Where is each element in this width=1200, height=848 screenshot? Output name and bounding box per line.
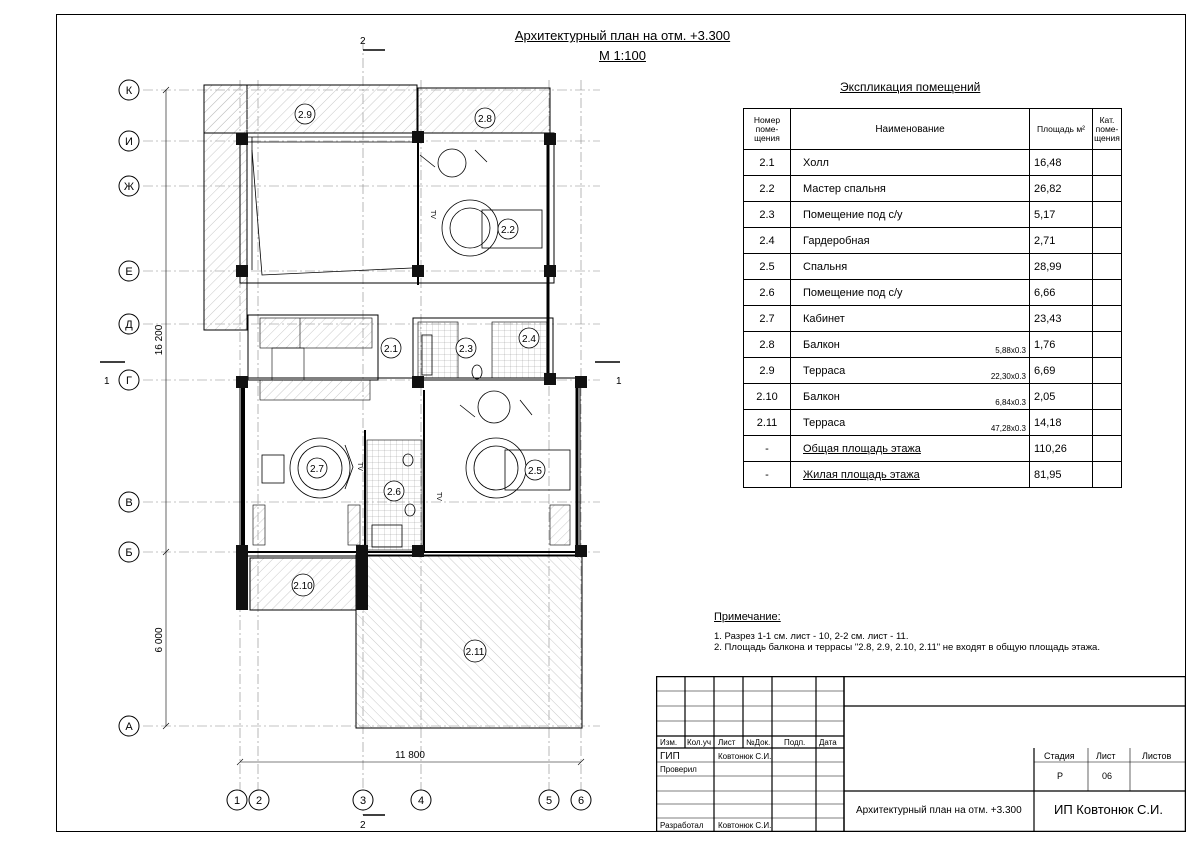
axis-letter: К: [125, 85, 133, 97]
axis-letter-bubble: [119, 542, 139, 562]
tv-label: TV: [356, 462, 363, 471]
table-row: [744, 202, 1122, 228]
note-line-1: 1. Разрез 1-1 см. лист - 10, 2-2 см. лист - 11.: [714, 631, 909, 642]
room-tag: [307, 458, 327, 478]
room-tag-label: 2.5: [528, 466, 542, 477]
tb-col-list: Лист: [718, 738, 736, 747]
section-2-bottom-label: 2: [360, 820, 366, 831]
axis-number: 2: [255, 795, 263, 807]
room-number: 2.10: [744, 384, 791, 410]
room-tag: [295, 104, 315, 124]
axis-number: 5: [545, 795, 553, 807]
axis-number-bubble: [411, 790, 431, 810]
room-category: [1093, 332, 1122, 358]
room-number: 2.4: [744, 228, 791, 254]
tb-row-checked: Проверил: [660, 765, 697, 774]
room-name: Балкон: [803, 338, 840, 351]
axis-number-bubble: [227, 790, 247, 810]
room-number: 2.1: [744, 150, 791, 176]
room-name-cell: [791, 358, 1030, 384]
explication-header-row: [744, 109, 1122, 150]
room-name: Гардеробная: [791, 228, 1030, 254]
room-name: Помещение под с/у: [791, 280, 1030, 306]
tv-label: TV: [429, 210, 436, 219]
table-row: [744, 306, 1122, 332]
room-area: 28,99: [1030, 254, 1093, 280]
room-area: 5,17: [1030, 202, 1093, 228]
room-tag: [498, 219, 518, 239]
axis-number: 3: [359, 795, 367, 807]
table-row: [744, 254, 1122, 280]
total-number: -: [744, 436, 791, 462]
room-tag: [519, 328, 539, 348]
section-1-right-label: 1: [616, 376, 622, 387]
explication-table: [743, 108, 1122, 488]
table-row: [744, 176, 1122, 202]
axis-letter-bubbles: [119, 80, 139, 736]
room-tag-label: 2.10: [293, 581, 313, 592]
room-name: Терраса: [803, 364, 846, 377]
total-area: 81,95: [1030, 462, 1093, 488]
title-block: [656, 676, 1186, 832]
room-category: [1093, 202, 1122, 228]
room-number: 2.5: [744, 254, 791, 280]
header-category: Кат. поме-щения: [1093, 109, 1122, 150]
axis-letter: Д: [125, 319, 133, 331]
room-category: [1093, 358, 1122, 384]
table-row: [744, 228, 1122, 254]
tb-sheet-label: Лист: [1096, 751, 1116, 761]
section-2-top-label: 2: [360, 36, 366, 47]
room-area: 23,43: [1030, 306, 1093, 332]
room-name: Помещение под с/у: [791, 202, 1030, 228]
dimension-vertical-top: 16 200: [154, 324, 165, 356]
tb-stage-label: Стадия: [1044, 751, 1075, 761]
notes-block: [714, 612, 1100, 653]
room-category: [1093, 176, 1122, 202]
room-number: 2.8: [744, 332, 791, 358]
axis-number-bubble: [249, 790, 269, 810]
room-name-cell: [791, 410, 1030, 436]
room-number: 2.3: [744, 202, 791, 228]
tb-sheets-label: Листов: [1142, 751, 1172, 761]
room-name-cell: [791, 332, 1030, 358]
dimension-horizontal: 11 800: [395, 750, 425, 761]
tb-col-koluch: Кол.уч: [687, 738, 711, 747]
room-tag-label: 2.2: [501, 225, 515, 236]
room-name: Терраса: [803, 416, 846, 429]
notes-heading: Примечание:: [714, 611, 781, 623]
room-name: Спальня: [791, 254, 1030, 280]
axis-letter: И: [125, 136, 133, 148]
axis-letter-bubble: [119, 716, 139, 736]
room-tag-label: 2.7: [310, 464, 324, 475]
table-row: [744, 332, 1122, 358]
axis-letter: Б: [125, 547, 133, 559]
room-area: 14,18: [1030, 410, 1093, 436]
tb-col-podp: Подп.: [784, 738, 806, 747]
room-name: Мастер спальня: [791, 176, 1030, 202]
room-area: 2,71: [1030, 228, 1093, 254]
room-tag-label: 2.1: [384, 344, 398, 355]
table-row: [744, 384, 1122, 410]
total-name: Жилая площадь этажа: [791, 462, 1030, 488]
axis-letter-bubble: [119, 131, 139, 151]
room-tag-label: 2.6: [387, 487, 401, 498]
room-area: 6,69: [1030, 358, 1093, 384]
room-number: 2.11: [744, 410, 791, 436]
tb-dev-name: Ковтонюк С.И.: [718, 821, 772, 830]
room-tag: [456, 338, 476, 358]
header-name: Наименование: [791, 109, 1030, 150]
axis-letter-bubble: [119, 370, 139, 390]
room-tag: [464, 640, 486, 662]
room-category: [1093, 280, 1122, 306]
room-area-formula: 6,84x0.3: [995, 398, 1026, 407]
tb-company: ИП Ковтонюк С.И.: [1054, 802, 1163, 817]
room-tag: [292, 574, 314, 596]
header-number: Номер поме-щения: [744, 109, 791, 150]
axis-letter: В: [125, 497, 133, 509]
room-area: 6,66: [1030, 280, 1093, 306]
tb-sheet-value: 06: [1102, 771, 1113, 781]
axis-number: 4: [417, 795, 425, 807]
total-area: 110,26: [1030, 436, 1093, 462]
room-area: 16,48: [1030, 150, 1093, 176]
room-area-formula: 5,88x0.3: [995, 346, 1026, 355]
room-area-formula: 22,30x0.3: [990, 372, 1026, 381]
total-category: [1093, 462, 1122, 488]
total-category: [1093, 436, 1122, 462]
axis-letter-bubble: [119, 314, 139, 334]
room-tag: [525, 460, 545, 480]
room-area: 26,82: [1030, 176, 1093, 202]
axis-letter: Ж: [123, 181, 135, 193]
table-row: [744, 150, 1122, 176]
axis-number-bubble: [539, 790, 559, 810]
drawing-title: Архитектурный план на отм. +3.300: [514, 28, 731, 43]
axis-letter-bubble: [119, 492, 139, 512]
axis-letter: Е: [125, 266, 133, 278]
axis-number: 6: [577, 795, 585, 807]
tv-label: TV: [435, 492, 442, 501]
table-row: [744, 280, 1122, 306]
room-name: Балкон: [803, 390, 840, 403]
axis-letter-bubble: [119, 176, 139, 196]
room-tag-label: 2.11: [465, 647, 485, 658]
axis-letter-bubble: [119, 261, 139, 281]
tb-col-data: Дата: [819, 738, 837, 747]
room-category: [1093, 306, 1122, 332]
axis-number-bubble: [571, 790, 591, 810]
axis-letter-bubble: [119, 80, 139, 100]
room-tag-label: 2.4: [522, 334, 536, 345]
drawing-scale: М 1:100: [599, 48, 646, 63]
room-tag-label: 2.3: [459, 344, 473, 355]
axis-number-bubbles: [227, 790, 591, 810]
room-number: 2.9: [744, 358, 791, 384]
room-tag-label: 2.9: [298, 110, 312, 121]
room-number: 2.7: [744, 306, 791, 332]
tb-gip-name: Ковтонюк С.И.: [718, 752, 772, 761]
tb-row-gip: ГИП: [660, 751, 680, 762]
table-row-total: [744, 462, 1122, 488]
dimension-vertical-bottom: 6 000: [154, 627, 165, 653]
room-tag: [384, 481, 404, 501]
room-tag: [381, 338, 401, 358]
axis-number-bubble: [353, 790, 373, 810]
room-tag-label: 2.8: [478, 114, 492, 125]
room-number: 2.2: [744, 176, 791, 202]
table-row: [744, 410, 1122, 436]
total-number: -: [744, 462, 791, 488]
tb-col-izm: Изм.: [660, 738, 678, 747]
room-category: [1093, 384, 1122, 410]
tb-stage-value: Р: [1057, 771, 1064, 781]
tb-col-ndok: №Док.: [746, 738, 771, 747]
room-tag: [475, 108, 495, 128]
tb-row-developed: Разработал: [660, 821, 704, 830]
axis-letter: Г: [126, 375, 132, 387]
room-area: 1,76: [1030, 332, 1093, 358]
room-name-cell: [791, 384, 1030, 410]
axis-number: 1: [233, 795, 241, 807]
room-area-formula: 47,28x0.3: [990, 424, 1026, 433]
header-area: Площадь м²: [1030, 109, 1093, 150]
room-area: 2,05: [1030, 384, 1093, 410]
tb-drawing-name: Архитектурный план на отм. +3.300: [856, 805, 1022, 816]
total-name: Общая площадь этажа: [791, 436, 1030, 462]
axis-letter: А: [125, 721, 133, 733]
section-1-left-label: 1: [104, 376, 110, 387]
room-name: Кабинет: [791, 306, 1030, 332]
room-category: [1093, 410, 1122, 436]
table-row-total: [744, 436, 1122, 462]
room-category: [1093, 150, 1122, 176]
room-category: [1093, 228, 1122, 254]
room-category: [1093, 254, 1122, 280]
explication-title: Экспликация помещений: [840, 80, 981, 94]
room-number: 2.6: [744, 280, 791, 306]
note-line-2: 2. Площадь балкона и террасы "2.8, 2.9, 2.10, 2.11" не входят в общую площадь этажа.: [714, 642, 1100, 653]
room-name: Холл: [791, 150, 1030, 176]
table-row: [744, 358, 1122, 384]
